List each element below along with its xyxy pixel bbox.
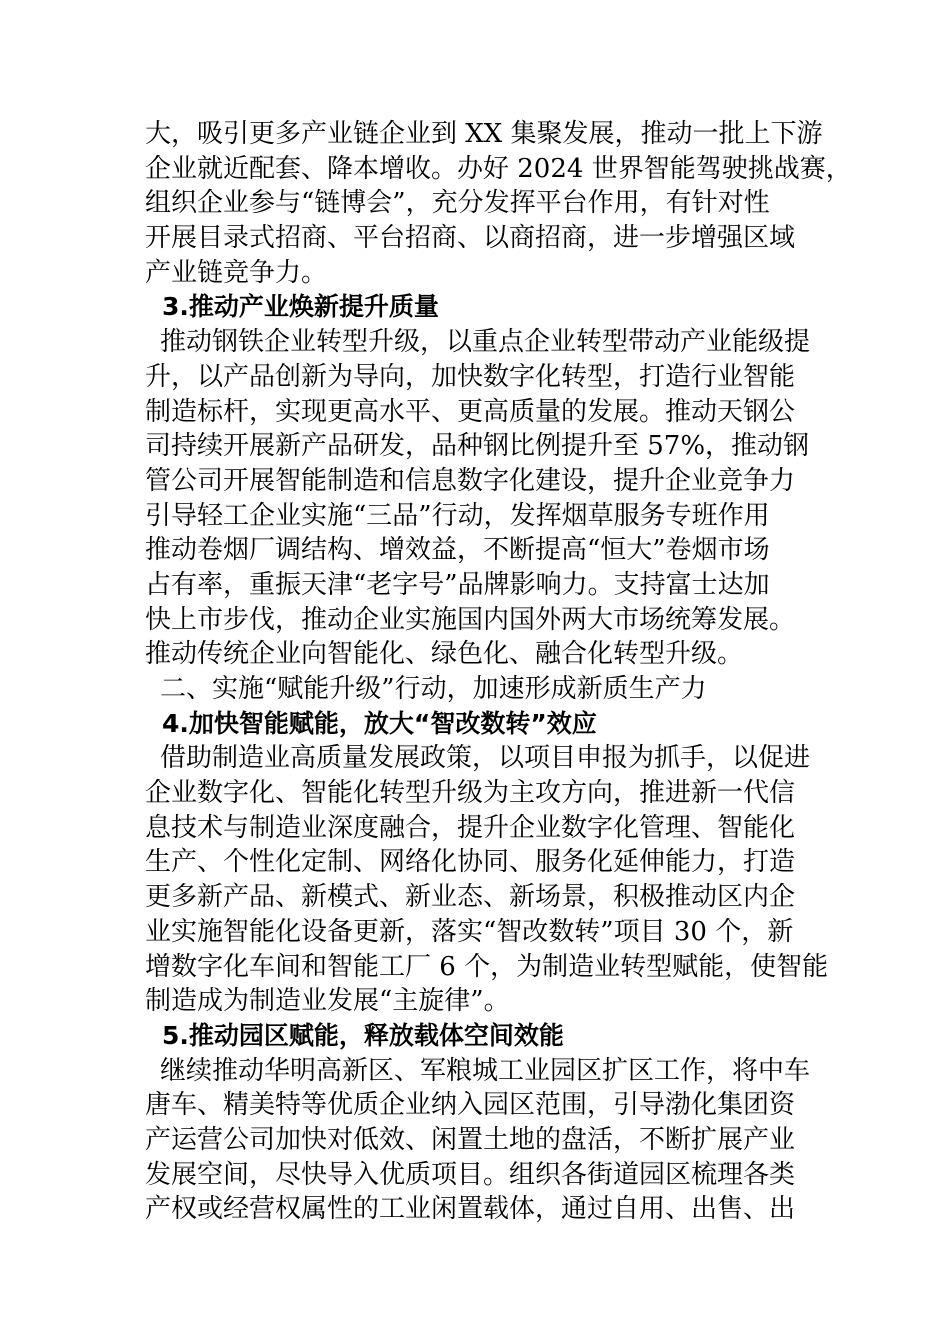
body-text-line: 开展目录式招商、平台招商、以商招商，进一步增强区域 xyxy=(145,223,796,254)
body-text-line: 管公司开展智能制造和信息数字化建设，提升企业竞争力 xyxy=(145,465,796,496)
paragraph-start-line: 推动钢铁企业转型升级，以重点企业转型带动产业能级提 xyxy=(160,327,811,358)
paragraph-start-line: 二、实施“赋能升级”行动，加速形成新质生产力 xyxy=(160,674,707,704)
paragraph-start-line: 继续推动华明高新区、军粮城工业园区扩区工作，将中车 xyxy=(160,1055,811,1086)
body-text-line: 企业就近配套、降本增收。办好 2024 世界智能驾驶挑战赛， xyxy=(145,153,852,184)
body-text-line: 发展空间，尽快导入优质项目。组织各街道园区梳理各类 xyxy=(145,1159,796,1190)
body-text-line: 升，以产品创新为导向，加快数字化转型，打造行业智能 xyxy=(145,361,796,392)
body-text-line: 业实施智能化设备更新，落实“智改数转”项目 30 个，新 xyxy=(145,916,794,947)
section-heading: 4.加快智能赋能，放大“智改数转”效应 xyxy=(162,708,597,738)
body-text-line: 增数字化车间和智能工厂 6 个，为制造业转型赋能，使智能 xyxy=(145,951,829,982)
body-text-line: 生产、个性化定制、网络化协同、服务化延伸能力，打造 xyxy=(145,847,796,878)
body-text-line: 组织企业参与“链博会”，充分发挥平台作用，有针对性 xyxy=(145,188,770,219)
body-text-line: 唐车、精美特等优质企业纳入园区范围，引导渤化集团资 xyxy=(145,1090,796,1121)
body-text-line: 产业链竞争力。 xyxy=(145,257,328,288)
body-text-line: 快上市步伐，推动企业实施国内国外两大市场统筹发展。 xyxy=(145,604,796,635)
section-heading: 5.推动园区赋能，释放载体空间效能 xyxy=(162,1020,564,1050)
section-heading: 3.推动产业焕新提升质量 xyxy=(162,292,439,322)
body-text-line: 大，吸引更多产业链企业到 XX 集聚发展，推动一批上下游 xyxy=(145,119,823,149)
body-text-line: 推动传统企业向智能化、绿色化、融合化转型升级。 xyxy=(145,639,744,670)
body-text-line: 更多新产品、新模式、新业态、新场景，积极推动区内企 xyxy=(145,882,796,913)
body-text-line: 占有率，重振天津“老字号”品牌影响力。支持富士达加 xyxy=(145,569,770,600)
paragraph-start-line: 借助制造业高质量发展政策，以项目申报为抓手，以促进 xyxy=(160,743,811,774)
document-body xyxy=(145,117,852,1227)
body-text-line: 司持续开展新产品研发，品种钢比例提升至 57%，推动钢 xyxy=(145,431,810,462)
body-text-line: 息技术与制造业深度融合，提升企业数字化管理、智能化 xyxy=(145,812,796,843)
body-text-line: 企业数字化、智能化转型升级为主攻方向，推进新一代信 xyxy=(145,778,796,809)
body-text-line: 产权或经营权属性的工业闲置载体，通过自用、出售、出 xyxy=(145,1194,796,1225)
body-text-line: 推动卷烟厂调结构、增效益，不断提高“恒大”卷烟市场 xyxy=(145,535,770,566)
body-text-line: 引导轻工企业实施“三品”行动，发挥烟草服务专班作用 xyxy=(145,500,770,531)
body-text-line: 制造标杆，实现更高水平、更高质量的发展。推动天钢公 xyxy=(145,396,796,427)
body-text-line: 制造成为制造业发展“主旋律”。 xyxy=(145,986,510,1017)
body-text-line: 产运营公司加快对低效、闲置土地的盘活，不断扩展产业 xyxy=(145,1124,796,1155)
